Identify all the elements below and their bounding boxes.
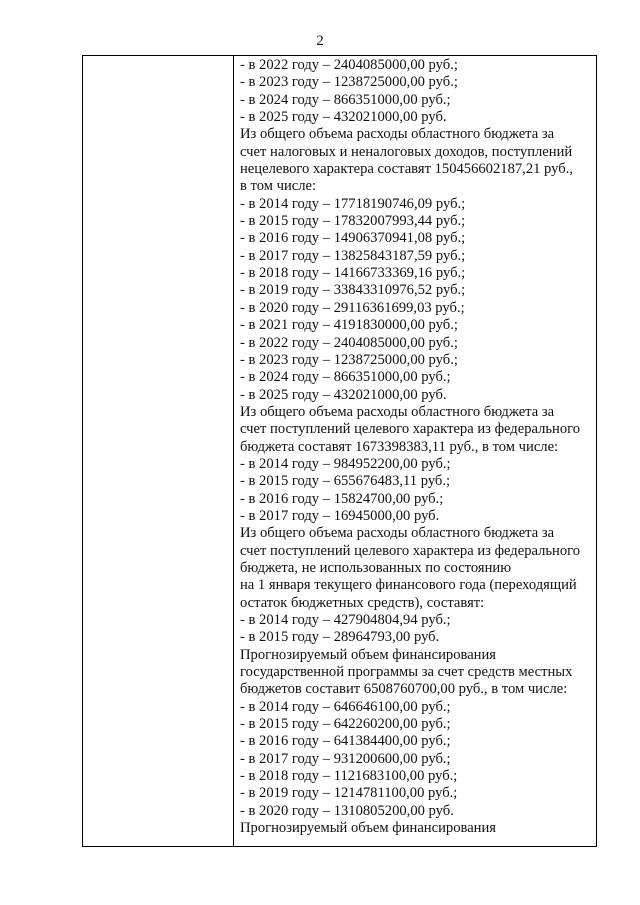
text-line: - в 2025 году – 432021000,00 руб. bbox=[240, 386, 447, 403]
text-line: счет поступлений целевого характера из федерального bbox=[240, 421, 581, 438]
text-line: - в 2022 году – 2404085000,00 руб.; bbox=[240, 57, 458, 73]
text-line: - в 2021 году – 4191830000,00 руб.; bbox=[240, 317, 458, 334]
text-line: Прогнозируемый объем финансирования bbox=[240, 820, 497, 837]
text-line: - в 2018 году – 1121683100,00 руб.; bbox=[240, 768, 458, 785]
text-line: - в 2024 году – 866351000,00 руб.; bbox=[240, 369, 451, 386]
text-line: бюджетов составит 6508760700,00 руб., в том числе: bbox=[240, 681, 568, 698]
text-line: - в 2019 году – 1214781100,00 руб.; bbox=[240, 785, 458, 802]
text-line: остаток бюджетных средств), составят: bbox=[240, 594, 485, 611]
text-line: Прогнозируемый объем финансирования bbox=[240, 646, 497, 663]
text-line: бюджета составят 1673398383,11 руб., в том числе: bbox=[240, 438, 559, 455]
text-line: - в 2016 году – 14906370941,08 руб.; bbox=[240, 230, 466, 247]
table-right-column bbox=[234, 56, 596, 846]
funding-table bbox=[82, 55, 597, 847]
text-line: - в 2016 году – 15824700,00 руб.; bbox=[240, 490, 444, 507]
text-line: - в 2014 году – 984952200,00 руб.; bbox=[240, 455, 451, 472]
text-line: - в 2015 году – 655676483,11 руб.; bbox=[240, 473, 451, 490]
text-line: - в 2014 году – 427904804,94 руб.; bbox=[240, 612, 451, 628]
text-line: - в 2020 году – 1310805200,00 руб. bbox=[240, 802, 454, 819]
text-line: - в 2017 году – 931200600,00 руб.; bbox=[240, 750, 451, 767]
text-line: государственной программы за счет средств местных bbox=[240, 664, 573, 681]
text-line: - в 2023 году – 1238725000,00 руб.; bbox=[240, 351, 458, 368]
text-line: - в 2018 году – 14166733369,16 руб.; bbox=[240, 265, 466, 282]
text-line: - в 2015 году – 642260200,00 руб.; bbox=[240, 716, 451, 733]
text-line: - в 2014 году – 17718190746,09 руб.; bbox=[240, 195, 466, 212]
text-line: счет поступлений целевого характера из федерального bbox=[240, 542, 581, 559]
page-number: 2 bbox=[316, 33, 324, 49]
text-line: - в 2022 году – 2404085000,00 руб.; bbox=[240, 334, 458, 351]
text-line: - в 2015 году – 28964793,00 руб. bbox=[240, 629, 440, 646]
text-line: на 1 января текущего финансового года (переходящий bbox=[240, 577, 577, 594]
text-line: - в 2020 году – 29116361699,03 руб.; bbox=[240, 299, 465, 316]
text-line: - в 2023 году – 1238725000,00 руб.; bbox=[240, 74, 458, 91]
text-line: нецелевого характера составят 150456602187,21 руб., bbox=[240, 161, 573, 178]
text-line: бюджета, не использованных по состоянию bbox=[240, 559, 512, 576]
text-line: - в 2014 году – 646646100,00 руб.; bbox=[240, 698, 451, 715]
text-line: - в 2017 году – 13825843187,59 руб.; bbox=[240, 247, 466, 264]
text-line: - в 2025 году – 432021000,00 руб. bbox=[240, 109, 447, 126]
text-line: - в 2016 году – 641384400,00 руб.; bbox=[240, 733, 451, 750]
text-line: - в 2019 году – 33843310976,52 руб.; bbox=[240, 282, 466, 299]
table-left-column bbox=[83, 56, 234, 846]
text-line: - в 2017 году – 16945000,00 руб. bbox=[240, 507, 440, 524]
text-line: Из общего объема расходы областного бюджета за bbox=[240, 525, 555, 542]
text-line: - в 2024 году – 866351000,00 руб.; bbox=[240, 91, 451, 108]
text-line: - в 2015 году – 17832007993,44 руб.; bbox=[240, 213, 466, 230]
text-line: в том числе: bbox=[240, 178, 317, 195]
text-line: Из общего объема расходы областного бюджета за bbox=[240, 126, 555, 143]
text-line: Из общего объема расходы областного бюджета за bbox=[240, 403, 555, 420]
text-line: счет налоговых и неналоговых доходов, поступлений bbox=[240, 143, 573, 160]
